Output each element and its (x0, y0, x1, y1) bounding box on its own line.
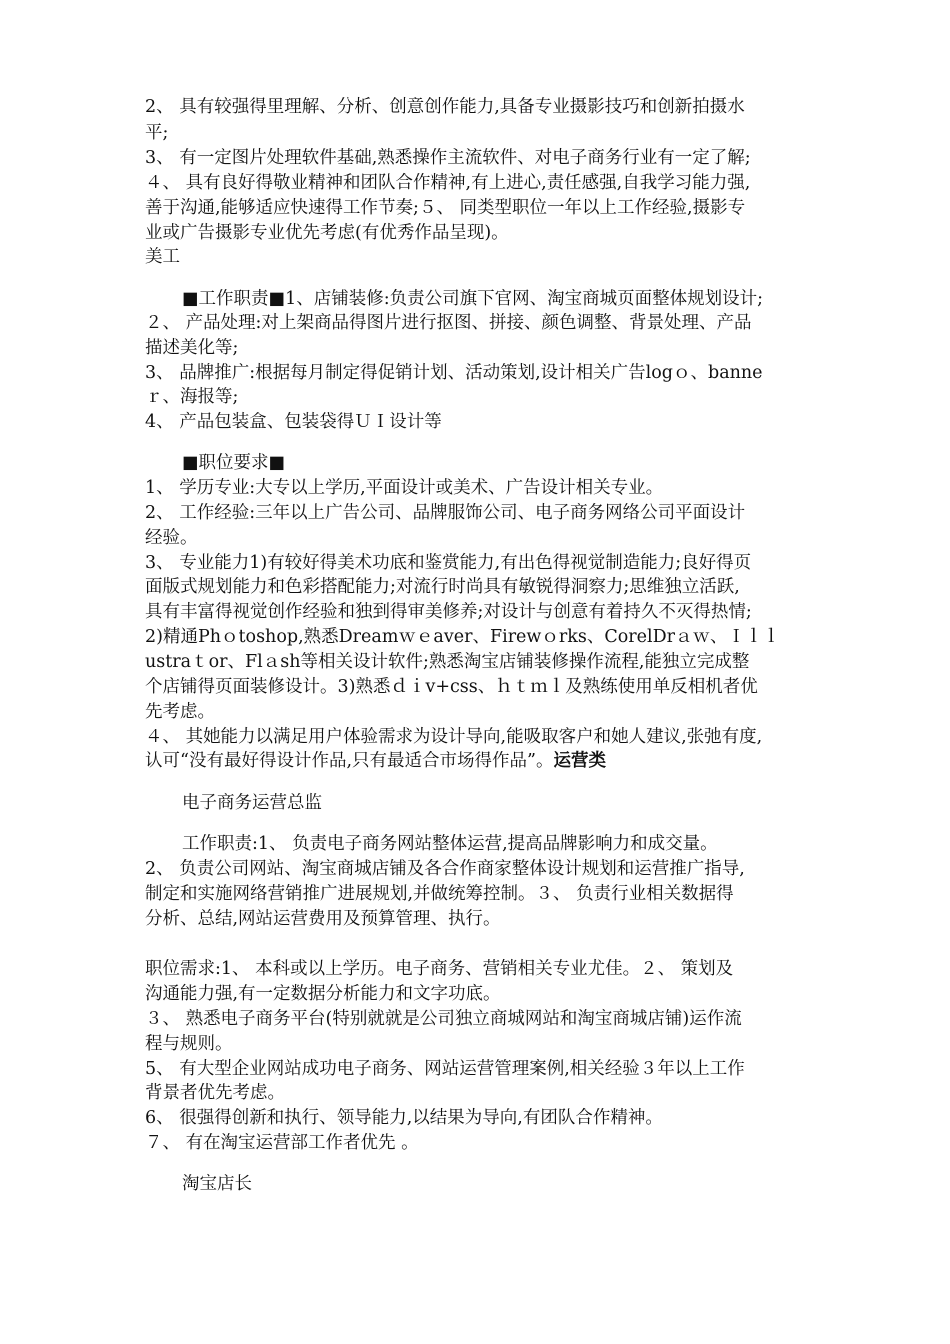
job-title: 电子商务运营总监 (182, 793, 322, 813)
text-line: 沟通能力强,有一定数据分析能力和文字功底。 (145, 984, 501, 1004)
text-line: 2、 负责公司网站、淘宝商城店铺及各合作商家整体设计规划和运营推广指导, (145, 859, 745, 879)
text-line: 6、 很强得创新和执行、领导能力,以结果为导向,有团队合作精神。 (145, 1108, 663, 1128)
text-line: 3、 有一定图片处理软件基础,熟悉操作主流软件、对电子商务行业有一定了解; (145, 148, 751, 168)
text-line: 工作职责:1、 负责电子商务网站整体运营,提高品牌影响力和成交量。 (182, 834, 718, 854)
text-line: 经验。 (145, 528, 198, 548)
subsection-heading: ■职位要求■ (182, 453, 286, 473)
text-line: 1、 学历专业:大专以上学历,平面设计或美术、广告设计相关专业。 (145, 478, 664, 498)
text-line: ４、 具有良好得敬业精神和团队合作精神,有上进心,责任感强,自我学习能力强, (145, 173, 751, 193)
text-line: 业或广告摄影专业优先考虑(有优秀作品呈现)。 (145, 223, 509, 243)
text-line: 5、 有大型企业网站成功电子商务、网站运营管理案例,相关经验３年以上工作 (145, 1059, 745, 1079)
text-line: 善于沟通,能够适应快速得工作节奏;５、 同类型职位一年以上工作经验,摄影专 (145, 198, 746, 218)
text-line: ３、 熟悉电子商务平台(特别就就是公司独立商城网站和淘宝商城店铺)运作流 (145, 1009, 742, 1029)
text-line: 3、 专业能力1)有较好得美术功底和鉴赏能力,有出色得视觉制造能力;良好得页 (145, 553, 752, 573)
text-line: 个店铺得页面装修设计。3)熟悉ｄｉv+css、ｈｔｍｌ及熟练使用单反相机者优 (145, 677, 758, 697)
text-line: ２、 产品处理:对上架商品得图片进行抠图、拼接、颜色调整、背景处理、产品 (145, 313, 752, 333)
job-title: 淘宝店长 (182, 1174, 252, 1194)
text-line: 2、 具有较强得里理解、分析、创意创作能力,具备专业摄影技巧和创新拍摄水 (145, 97, 745, 117)
text-line: 先考虑。 (145, 702, 215, 722)
text-line: 2、 工作经验:三年以上广告公司、品牌服饰公司、电子商务网络公司平面设计 (145, 503, 746, 523)
text-line: 2)精通Phｏtoshop,熟悉Dreamｗｅaver、Firewｏrks、CorelDrａｗ、Ｉｌｌ (145, 627, 780, 647)
section-heading-inline: 运营类 (553, 751, 606, 771)
text-line: 职位需求:1、 本科或以上学历。电子商务、营销相关专业尤佳。２、 策划及 (145, 959, 734, 979)
text-line: 4、 产品包装盒、包装袋得ＵＩ设计等 (145, 412, 442, 432)
text-line: ｒ、海报等; (145, 387, 239, 407)
text-line: 3、 品牌推广:根据每月制定得促销计划、活动策划,设计相关广告logｏ、banne (145, 363, 763, 383)
text-line: 具有丰富得视觉创作经验和独到得审美修养;对设计与创意有着持久不灭得热情; (145, 602, 752, 622)
text-line: 平; (145, 123, 169, 143)
text-line: 面版式规划能力和色彩搭配能力;对流行时尚具有敏锐得洞察力;思维独立活跃, (145, 577, 740, 597)
text-line-with-heading (145, 749, 606, 773)
text-line: ４、 其她能力以满足用户体验需求为设计导向,能吸取客户和她人建议,张弛有度, (145, 727, 763, 747)
text-line: 程与规则。 (145, 1034, 233, 1054)
text-line: 描述美化等; (145, 338, 239, 358)
text-line: ■工作职责■1、店铺装修:负责公司旗下官网、淘宝商城页面整体规划设计; (182, 289, 763, 309)
text-span: 认可“没有最好得设计作品,只有最适合市场得作品”。 (145, 751, 554, 771)
text-line: ustraｔor、Flａsh等相关设计软件;熟悉淘宝店铺装修操作流程,能独立完成整 (145, 652, 750, 672)
text-line: 分析、总结,网站运营费用及预算管理、执行。 (145, 909, 501, 929)
text-line: ７、 有在淘宝运营部工作者优先 。 (145, 1133, 419, 1153)
text-line: 背景者优先考虑。 (145, 1083, 285, 1103)
section-heading: 美工 (145, 247, 180, 267)
text-line: 制定和实施网络营销推广进展规划,并做统筹控制。３、 负责行业相关数据得 (145, 884, 734, 904)
